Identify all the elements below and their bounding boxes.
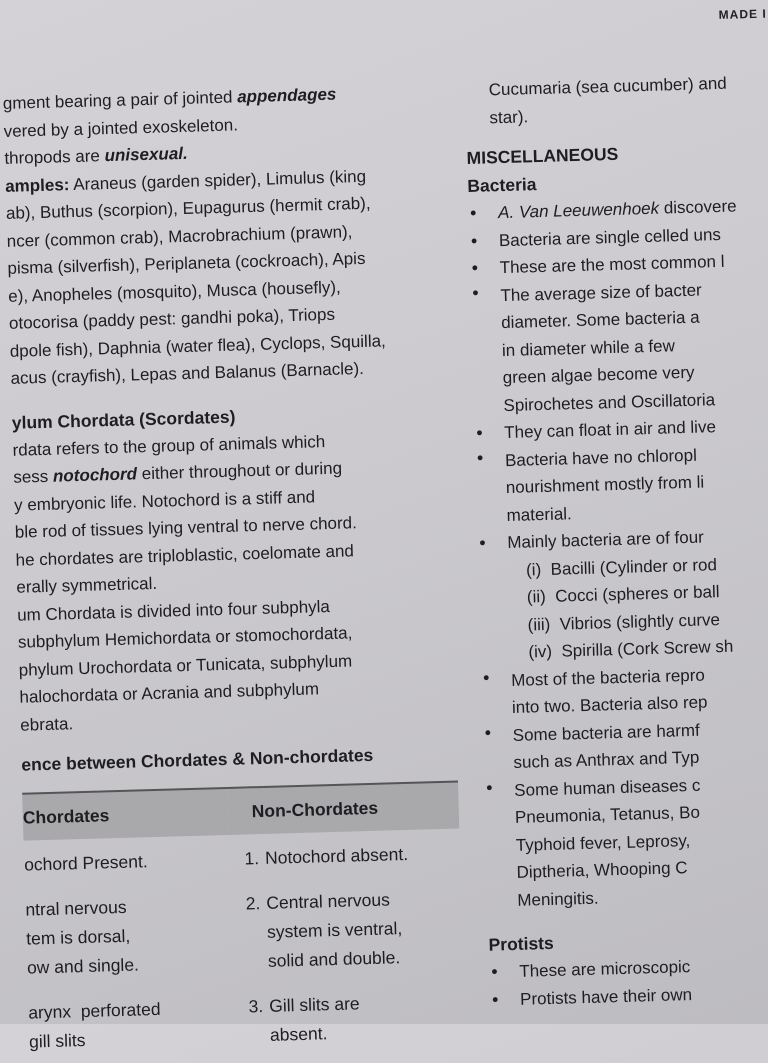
section-heading-bacteria: Bacteria <box>467 174 537 197</box>
text-line: um Chordata is divided into four subphyla <box>16 596 331 625</box>
text-line: rdata refers to the group of animals which <box>12 431 326 460</box>
text-line: y embryonic life. Notochord is a stiff and <box>13 486 316 515</box>
table-cell: Notochord absent. <box>264 843 409 868</box>
text-line: subphylum Hemichordata or stomochordata, <box>17 623 353 652</box>
section-heading-protists: Protists <box>488 932 554 955</box>
text-line: e), Anopheles (mosquito), Musca (housefly), <box>7 277 342 306</box>
bullet-item: • Mainly bacteria are of four <box>477 521 768 557</box>
column-header-non-chordates: Non-Chordates <box>227 782 459 835</box>
row-number: 1. <box>244 848 260 869</box>
bullet-item: • A. Van Leeuwenhoek discovere <box>468 191 768 227</box>
examples-line: amples: Araneus (garden spider), Limulus (king <box>4 166 367 196</box>
bullet-item: • Most of the bacteria repro into two. Bacteria also rep <box>481 658 768 722</box>
bullet-item: • These are the most common l <box>469 246 768 282</box>
text-line: dpole fish), Daphnia (water flea), Cyclops, Squilla, <box>9 330 386 361</box>
right-column <box>464 68 768 1014</box>
text-line: sess notochord either throughout or during <box>13 458 343 487</box>
row-number: 2. <box>245 893 261 914</box>
text-line: halochordata or Acrania and subphylum <box>19 679 320 707</box>
table-cell: ntral nervous tem is dorsal, ow and single. <box>25 896 140 978</box>
text-line: star). <box>489 106 529 127</box>
bullet-item: • Bacteria are single celled uns <box>469 219 768 255</box>
text-line: acus (crayfish), Lepas and Balanus (Barnacle). <box>10 358 365 388</box>
list-item: (iv) Spirilla (Cork Screw sh <box>528 636 734 662</box>
section-heading-miscellaneous: MISCELLANEOUS <box>466 143 619 169</box>
table-cell: arynx perforated gill slits <box>28 998 161 1052</box>
text-line: phylum Urochordata or Tunicata, subphylum <box>18 650 353 680</box>
text-line: thropods are unisexual. <box>4 143 188 168</box>
bullet-item: • Protists have their own <box>490 977 768 1013</box>
text-line: vered by a jointed exoskeleton. <box>3 114 239 141</box>
table-cell: ochord Present. <box>23 851 148 875</box>
list-item: (ii) Cocci (spheres or ball <box>526 582 720 607</box>
section-heading-differences: ence between Chordates & Non-chordates <box>21 744 374 775</box>
list-item: (iii) Vibrios (slightly curve <box>527 609 721 635</box>
table-cell: Gill slits are absent. <box>268 993 360 1045</box>
bullet-item: • They can float in air and live <box>474 411 768 447</box>
table-cell: Central nervous system is ventral, solid and double. <box>266 889 403 971</box>
text-line: pisma (silverfish), Periplaneta (cockroach), Apis <box>7 248 366 278</box>
text-line: ble rod of tissues lying ventral to nerve chord. <box>14 513 358 542</box>
column-header-chordates: Chordates <box>22 788 228 841</box>
left-column <box>3 78 466 1063</box>
comparison-table <box>22 781 465 1063</box>
section-heading-chordata: ylum Chordata (Scordates) <box>11 406 236 433</box>
bullet-item: • The average size of bacter diameter. Some bacteria a in diameter while a few green algae become very Spirochetes and Oscillatoria <box>470 274 768 420</box>
running-header: MADE I <box>718 6 767 22</box>
bullet-item: • These are microscopic <box>489 950 768 986</box>
list-item: (i) Bacilli (Cylinder or rod <box>525 554 718 580</box>
text-line: ebrata. <box>19 713 74 735</box>
row-number: 3. <box>248 996 264 1017</box>
table-row <box>25 873 464 988</box>
bullet-item: • Some bacteria are harmf such as Anthrax and Typ <box>482 713 768 777</box>
text-line: ab), Buthus (scorpion), Eupagurus (hermit crab), <box>5 193 371 223</box>
table-row <box>28 976 466 1062</box>
text-line: otocorisa (paddy pest: gandhi poka), Triops <box>8 304 336 333</box>
bullet-item: • Bacteria have no chloropl nourishment mostly from li material. <box>475 438 768 529</box>
text-line: he chordates are triploblastic, coelomate and <box>15 540 355 570</box>
bullet-item: • Some human diseases c Pneumonia, Tetanus, Bo Typhoid fever, Leprosy, Diptheria, Whooping C Meningitis. <box>484 768 768 914</box>
text-line: Cucumaria (sea cucumber) and <box>488 73 727 100</box>
text-line: erally symmetrical. <box>16 573 158 597</box>
text-line: gment bearing a pair of jointed appendages <box>2 84 337 113</box>
text-line: ncer (common crab), Macrobrachium (prawn), <box>6 221 353 251</box>
